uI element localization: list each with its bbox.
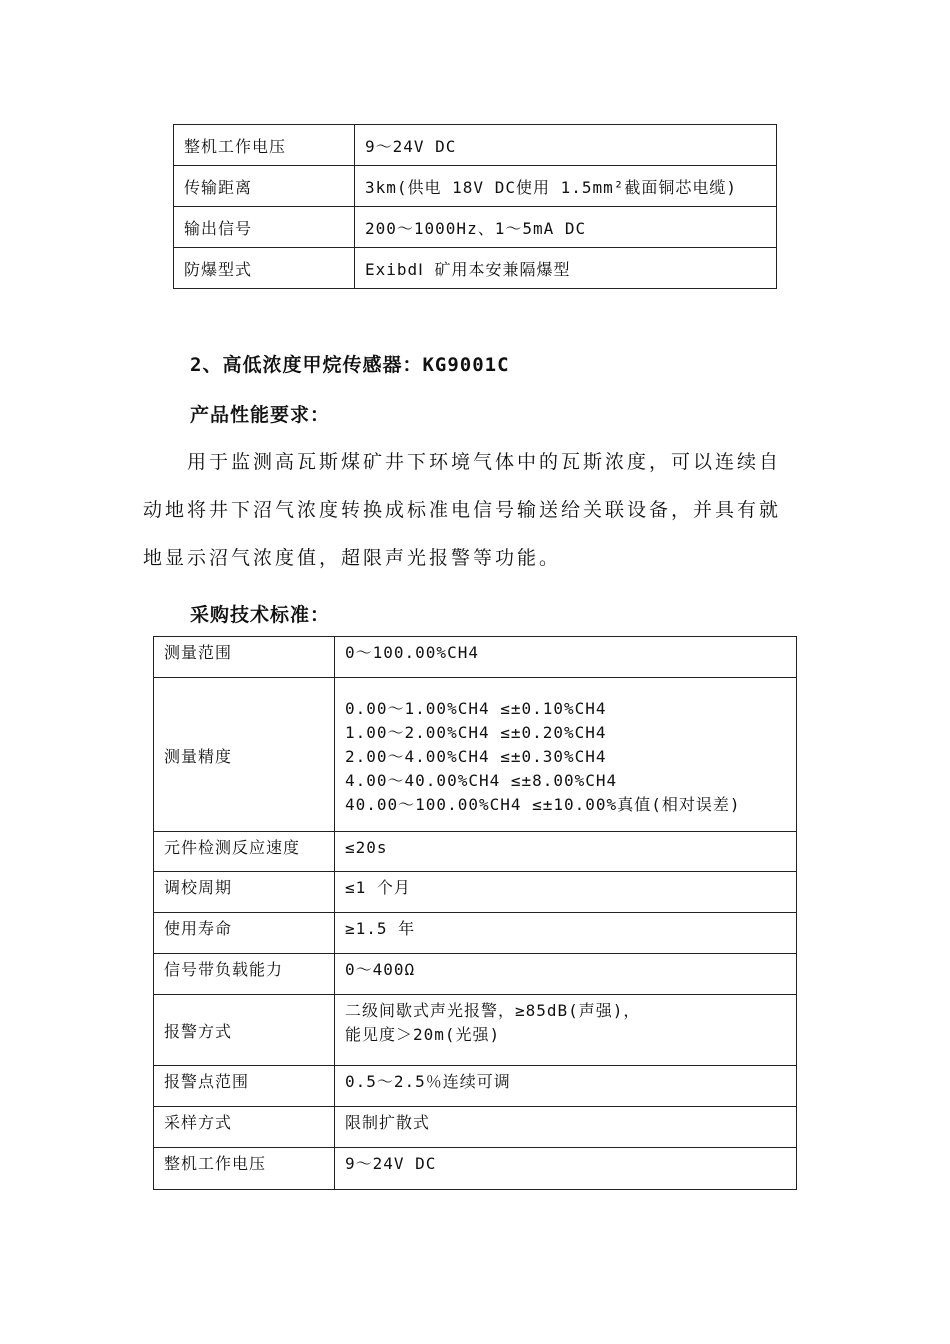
spec-key: 传输距离 (174, 166, 355, 207)
spec-key: 测量范围 (154, 637, 335, 678)
spec-key: 元件检测反应速度 (154, 832, 335, 872)
spec-value-multiline (335, 995, 797, 1066)
spec-key: 报警方式 (154, 995, 335, 1066)
spec-value: 200～1000Hz、1～5mA DC (355, 207, 777, 248)
spec-value: 0.5～2.5％连续可调 (335, 1066, 797, 1107)
alarm-line: 能见度＞20m(光强) (345, 1025, 501, 1044)
table-row (174, 125, 777, 166)
accuracy-line: 1.00～2.00%CH4 ≤±0.20%CH4 (345, 722, 607, 742)
accuracy-line: 2.00～4.00%CH4 ≤±0.30%CH4 (345, 746, 607, 766)
table-row (174, 207, 777, 248)
table-row (154, 995, 797, 1066)
spec-key: 防爆型式 (174, 248, 355, 289)
table-row (154, 1148, 797, 1190)
spec-value: ≥1.5 年 (335, 913, 797, 954)
accuracy-line: 40.00～100.00%CH4 ≤±10.00%真值(相对误差) (345, 794, 741, 814)
table-row (154, 913, 797, 954)
description-line: 地显示沼气浓度值，超限声光报警等功能。 (143, 547, 562, 569)
specs-table-main (153, 636, 797, 1190)
accuracy-line: 0.00～1.00%CH4 ≤±0.10%CH4 (345, 698, 607, 718)
spec-key: 信号带负载能力 (154, 954, 335, 995)
table-row (154, 954, 797, 995)
performance-heading: 产品性能要求： (190, 404, 331, 426)
spec-value: 0～100.00%CH4 (335, 637, 797, 678)
table-row (154, 1066, 797, 1107)
table-row (154, 832, 797, 872)
description-paragraph (143, 438, 803, 582)
spec-value: ≤1 个月 (335, 872, 797, 913)
purchase-heading: 采购技术标准： (190, 604, 331, 626)
spec-value: 0～400Ω (335, 954, 797, 995)
spec-key: 使用寿命 (154, 913, 335, 954)
spec-value: 限制扩散式 (335, 1107, 797, 1148)
table-row (154, 637, 797, 678)
spec-key: 采样方式 (154, 1107, 335, 1148)
table-row (154, 678, 797, 832)
spec-key: 整机工作电压 (154, 1148, 335, 1190)
spec-value: ≤20s (335, 832, 797, 872)
accuracy-line: 4.00～40.00%CH4 ≤±8.00%CH4 (345, 770, 618, 790)
spec-key: 报警点范围 (154, 1066, 335, 1107)
spec-value: 9～24V DC (355, 125, 777, 166)
spec-value: ExibdⅠ 矿用本安兼隔爆型 (355, 248, 777, 289)
table-row (154, 1107, 797, 1148)
table-row (154, 872, 797, 913)
specs-table-top (173, 124, 777, 289)
spec-value-multiline (335, 678, 797, 832)
table-row (174, 248, 777, 289)
table-row (174, 166, 777, 207)
section-title: 2、高低浓度甲烷传感器：KG9001C (190, 354, 510, 376)
description-line: 用于监测高瓦斯煤矿井下环境气体中的瓦斯浓度，可以连续自 (187, 451, 782, 473)
spec-value: 3km(供电 18V DC使用 1.5mm²截面铜芯电缆) (355, 166, 777, 207)
spec-key: 调校周期 (154, 872, 335, 913)
spec-value: 9～24V DC (335, 1148, 797, 1190)
description-line: 动地将井下沼气浓度转换成标准电信号输送给关联设备，并具有就 (143, 499, 782, 521)
spec-key: 测量精度 (154, 678, 335, 832)
spec-key: 输出信号 (174, 207, 355, 248)
alarm-line: 二级间歇式声光报警，≥85dB(声强)， (345, 1001, 641, 1020)
spec-key: 整机工作电压 (174, 125, 355, 166)
